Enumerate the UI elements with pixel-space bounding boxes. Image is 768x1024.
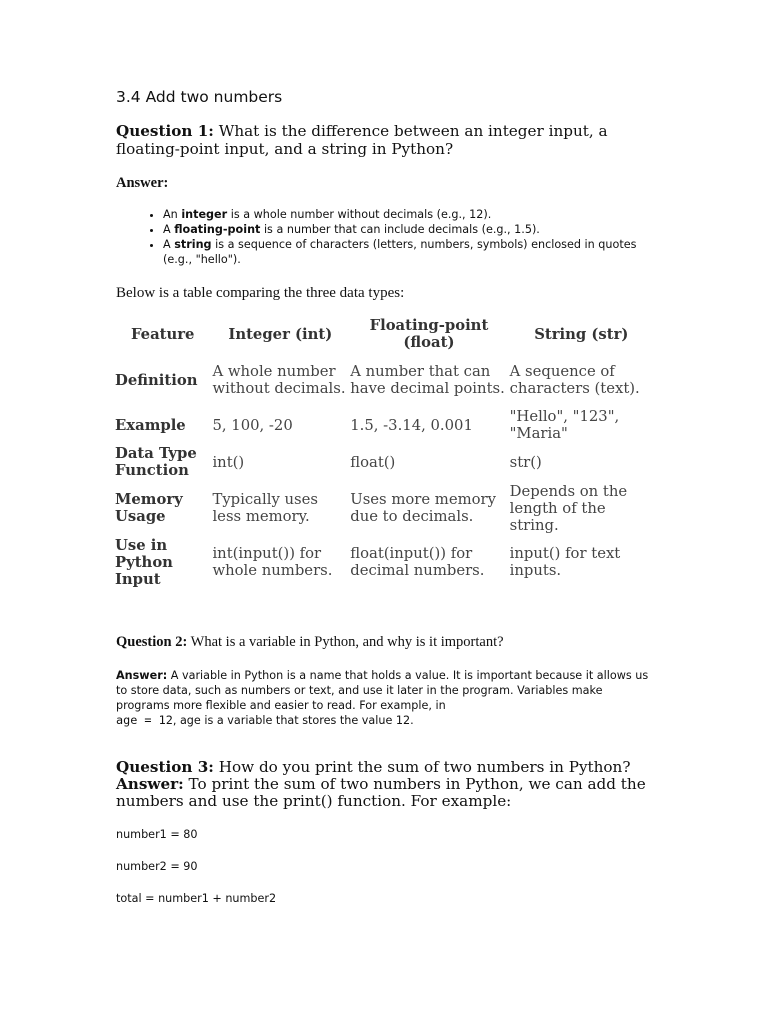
table-intro: Below is a table comparing the three data types: [116, 285, 405, 301]
answer-2 [116, 668, 656, 728]
table-row-header: Use in Python Input [115, 536, 173, 588]
answer-1-label: Answer: [116, 175, 169, 191]
table-row [114, 481, 654, 535]
question-1-text: What is the difference between an integer input, a floating-point input, and a string in Python? [116, 122, 608, 158]
bullet-term: string [174, 238, 212, 251]
answer-2-tail: , age is a variable that stores the value 12. [172, 714, 414, 727]
table-row [114, 407, 654, 443]
table-cell: input() for text inputs. [509, 545, 621, 579]
question-3-label: Question 3: [116, 758, 214, 776]
bullet-floating-point [163, 222, 653, 237]
code-line-number2: number2 = 90 [116, 860, 198, 873]
bullet-text: is a whole number without decimals (e.g., 12). [227, 208, 492, 221]
table-cell: Typically uses less memory. [212, 491, 318, 525]
table-row-header: Memory Usage [115, 491, 183, 525]
data-type-bullet-list [142, 207, 653, 267]
table-row [114, 535, 654, 589]
bullet-string [163, 237, 653, 267]
table-cell: float() [350, 453, 396, 471]
table-cell: int() [212, 453, 245, 471]
table-cell: A whole number without decimals. [212, 363, 346, 397]
table-header-cell: Feature [130, 325, 195, 343]
answer-2-text: A variable in Python is a name that holds a value. It is important because it allows us to store data, such as numbers or text, and use it later in the program. Variables make programs more flexible and easier to read. For example, in [116, 669, 649, 712]
question-2 [116, 634, 504, 651]
question-3-text: How do you print the sum of two numbers in Python? [213, 758, 631, 776]
question-3 [116, 759, 656, 810]
table-cell: 5, 100, -20 [212, 416, 293, 434]
table-cell: str() [509, 453, 542, 471]
table-row-header: Example [115, 416, 186, 434]
table-cell: A number that can have decimal points. [350, 363, 505, 397]
bullet-text: is a number that can include decimals (e.g., 1.5). [260, 223, 540, 236]
bullet-term: floating-point [174, 223, 261, 236]
table-row-header: Data Type Function [115, 445, 197, 479]
table-cell: float(input()) for decimal numbers. [350, 545, 485, 579]
question-1-label: Question 1: [116, 122, 214, 140]
question-2-label: Question 2: [116, 634, 188, 650]
table-row-header: Definition [115, 371, 198, 389]
table-cell: "Hello", "123", "Maria" [509, 408, 620, 442]
section-title: 3.4 Add two numbers [116, 88, 283, 106]
answer-2-code: age = 12 [116, 713, 173, 727]
code-line-number1: number1 = 80 [116, 828, 198, 841]
answer-3-text: To print the sum of two numbers in Python, we can add the numbers and use the print() function. For example: [116, 775, 646, 810]
table-header-cell: Integer (int) [228, 325, 333, 343]
table-cell: A sequence of characters (text). [509, 363, 640, 397]
code-line-total: total = number1 + number2 [116, 892, 277, 905]
comparison-table [114, 316, 654, 589]
table-cell: 1.5, -3.14, 0.001 [350, 416, 473, 434]
table-row [114, 353, 654, 407]
question-1 [116, 122, 656, 158]
bullet-integer [163, 207, 653, 222]
table-header-cell: String (str) [534, 325, 629, 343]
bullet-term: integer [181, 208, 228, 221]
bullet-text: is a sequence of characters (letters, numbers, symbols) enclosed in quotes (e.g., "hello"). [163, 238, 637, 266]
table-header-cell: Floating-point (float) [369, 317, 489, 351]
answer-3-label: Answer: [116, 775, 184, 793]
table-cell: Uses more memory due to decimals. [350, 491, 496, 525]
table-cell: int(input()) for whole numbers. [212, 545, 333, 579]
table-row [114, 443, 654, 481]
question-2-text: What is a variable in Python, and why is it important? [187, 634, 504, 650]
answer-2-label: Answer: [116, 669, 168, 682]
bullet-text: A [163, 238, 175, 251]
table-header-row [114, 316, 654, 353]
bullet-text: A [163, 223, 175, 236]
table-cell: Depends on the length of the string. [509, 482, 628, 534]
bullet-text: An [163, 208, 182, 221]
